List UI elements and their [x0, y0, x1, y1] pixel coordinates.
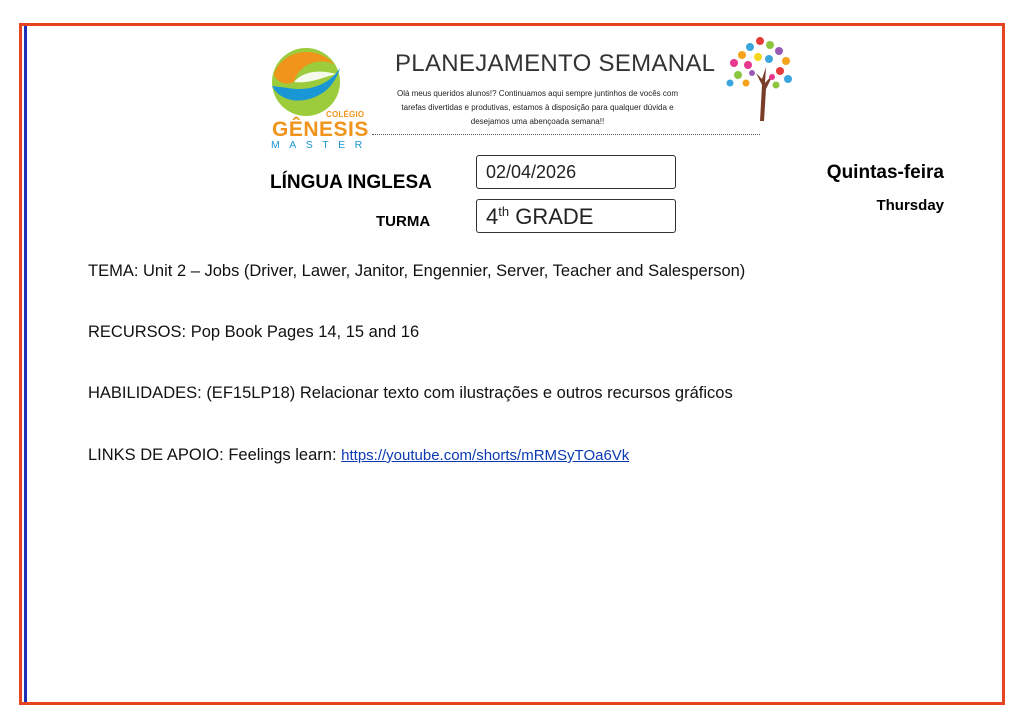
tema-line: [88, 262, 745, 281]
turma-label: TURMA: [376, 213, 431, 230]
grade-value: [486, 204, 593, 230]
subject-title: LÍNGUA INGLESA: [270, 172, 432, 193]
habilidades-label: HABILIDADES:: [88, 384, 202, 402]
grade-suffix: th: [498, 204, 510, 219]
recursos-text: Pop Book Pages 14, 15 and 16: [190, 323, 420, 341]
youtube-link[interactable]: https://youtube.com/shorts/mRMSyTOa6Vk: [341, 447, 630, 464]
date-field: [476, 155, 676, 189]
tema-text: Unit 2 – Jobs (Driver, Lawer, Janitor, Engennier, Server, Teacher and Salesperson): [143, 262, 746, 280]
links-line: [88, 446, 629, 465]
habilidades-line: [88, 384, 733, 403]
welcome-message: Olá meus queridos alunos!? Continuamos aqui sempre juntinhos de vocês com tarefas divertidas e produtivas, estamos à disposição para qualquer dúvida e desejamos uma abençoada semana!!: [396, 89, 679, 126]
links-label: LINKS DE APOIO:: [88, 446, 224, 464]
grade-number: 4: [486, 204, 499, 229]
page-title: PLANEJAMENTO SEMANAL: [395, 50, 716, 77]
logo-text-colegio: COLÉGIO: [326, 110, 365, 119]
date-value: 02/04/2026: [486, 162, 577, 182]
header-divider: [372, 134, 760, 135]
page-frame-blue-line: [24, 26, 27, 702]
habilidades-text: (EF15LP18) Relacionar texto com ilustrações e outros recursos gráficos: [206, 384, 733, 402]
recursos-label: RECURSOS:: [88, 323, 187, 341]
tree-icon: [722, 33, 794, 123]
weekday-en: Thursday: [876, 197, 944, 214]
logo-text-genesis: GÊNESIS: [272, 118, 369, 141]
links-text: Feelings learn:: [228, 446, 337, 464]
grade-field: [476, 199, 676, 233]
weekday-pt: Quintas-feira: [826, 162, 944, 183]
recursos-line: [88, 323, 419, 342]
tema-label: TEMA:: [88, 262, 139, 280]
logo-text-master: MASTER: [271, 139, 372, 151]
grade-word: GRADE: [515, 204, 594, 229]
